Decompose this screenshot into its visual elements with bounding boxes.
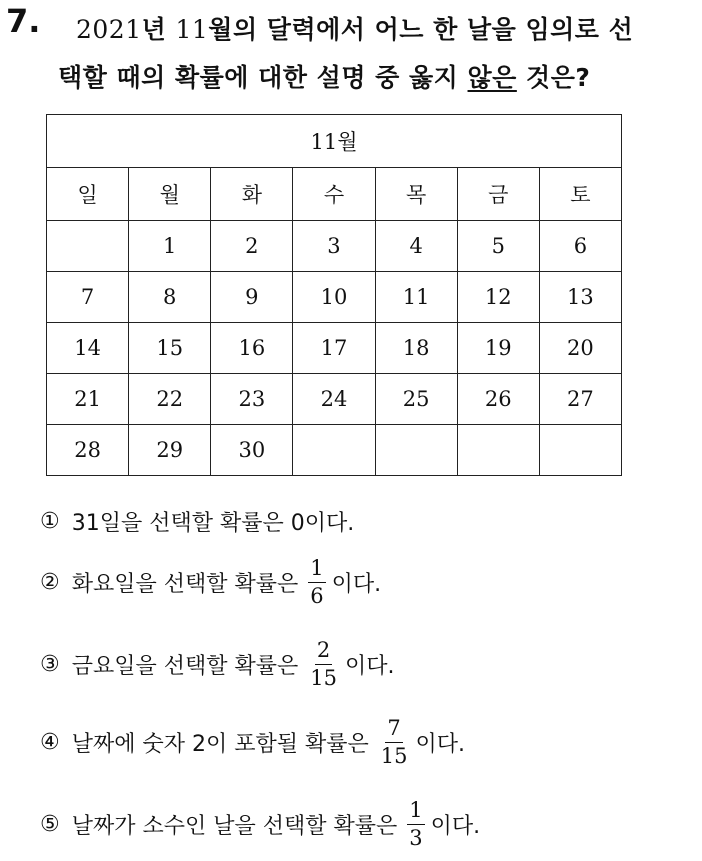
- option-3-fraction: [308, 640, 339, 689]
- question-stem-line-1: [76, 10, 633, 46]
- stem-text-c: 택할 때의 확률에 대한 설명 중 옳지: [58, 63, 468, 92]
- day-cell: [457, 425, 539, 476]
- option-5-fraction: [407, 800, 424, 849]
- stem-underlined-word: 않은: [467, 63, 517, 92]
- day-cell: 30: [211, 425, 293, 476]
- day-cell: 15: [129, 323, 211, 374]
- day-cell: 2: [211, 221, 293, 272]
- day-cell: 8: [129, 272, 211, 323]
- option-2-tail: 이다.: [331, 572, 382, 597]
- day-cell: 23: [211, 374, 293, 425]
- day-cell: 17: [293, 323, 375, 374]
- option-3-text: 금요일을 선택할 확률은: [71, 654, 299, 679]
- option-2-mark: ②: [40, 570, 60, 595]
- day-cell: 13: [539, 272, 621, 323]
- fraction-numerator: 1: [308, 558, 325, 583]
- question-number: 7.: [6, 2, 41, 40]
- option-4-fraction: [379, 718, 410, 767]
- weekday-cell: 수: [293, 168, 375, 221]
- day-cell: 29: [129, 425, 211, 476]
- day-cell: [375, 425, 457, 476]
- day-cell: [539, 425, 621, 476]
- option-4-tail: 이다.: [415, 732, 465, 757]
- option-2[interactable]: [40, 558, 381, 607]
- day-cell: 12: [457, 272, 539, 323]
- option-2-text: 화요일을 선택할 확률은: [71, 572, 299, 597]
- day-cell: 1: [129, 221, 211, 272]
- option-5[interactable]: [40, 800, 480, 849]
- weekday-cell: 일: [47, 168, 129, 221]
- day-cell: 26: [457, 374, 539, 425]
- day-cell: 5: [457, 221, 539, 272]
- day-cell: 4: [375, 221, 457, 272]
- stem-year: 2021: [76, 15, 142, 44]
- option-4-mark: ④: [40, 730, 60, 755]
- week-row: [47, 221, 622, 272]
- day-cell: 21: [47, 374, 129, 425]
- option-5-text: 날짜가 소수인 날을 선택할 확률은: [71, 814, 398, 839]
- fraction-numerator: 1: [407, 800, 424, 825]
- day-cell: [47, 221, 129, 272]
- option-4[interactable]: [40, 718, 465, 767]
- day-cell: 19: [457, 323, 539, 374]
- day-cell: 28: [47, 425, 129, 476]
- fraction-denominator: 3: [409, 826, 423, 850]
- fraction-numerator: 7: [385, 718, 402, 743]
- option-1-text: 31일을 선택할 확률은 0이다.: [71, 511, 355, 536]
- option-5-mark: ⑤: [40, 812, 60, 837]
- question-stem-line-2: [58, 58, 590, 94]
- stem-text-d: 것은?: [516, 63, 591, 92]
- option-2-fraction: [308, 558, 325, 607]
- calendar-title: 11월: [47, 115, 622, 168]
- day-cell: 25: [375, 374, 457, 425]
- day-cell: 20: [539, 323, 621, 374]
- weekday-cell: 금: [457, 168, 539, 221]
- weekday-header-row: [47, 168, 622, 221]
- option-3-tail: 이다.: [344, 654, 395, 679]
- weekday-cell: 토: [539, 168, 621, 221]
- day-cell: 3: [293, 221, 375, 272]
- option-1-mark: ①: [40, 509, 60, 534]
- week-row: [47, 323, 622, 374]
- option-4-text: 날짜에 숫자 2이 포함될 확률은: [71, 732, 369, 757]
- week-row: [47, 272, 622, 323]
- day-cell: 11: [375, 272, 457, 323]
- day-cell: 10: [293, 272, 375, 323]
- fraction-denominator: 6: [310, 584, 324, 608]
- day-cell: 6: [539, 221, 621, 272]
- option-1[interactable]: [40, 506, 354, 537]
- fraction-denominator: 15: [380, 744, 408, 768]
- day-cell: 7: [47, 272, 129, 323]
- weekday-cell: 월: [129, 168, 211, 221]
- day-cell: 16: [211, 323, 293, 374]
- day-cell: 22: [129, 374, 211, 425]
- stem-text-a: 년: [141, 15, 176, 44]
- day-cell: 24: [293, 374, 375, 425]
- stem-text-b: 월의 달력에서 어느 한 날을 임의로 선: [208, 15, 634, 44]
- day-cell: 14: [47, 323, 129, 374]
- option-3-mark: ③: [40, 652, 60, 677]
- week-row: [47, 425, 622, 476]
- weekday-cell: 화: [211, 168, 293, 221]
- day-cell: [293, 425, 375, 476]
- weekday-cell: 목: [375, 168, 457, 221]
- option-3[interactable]: [40, 640, 394, 689]
- day-cell: 18: [375, 323, 457, 374]
- day-cell: 9: [211, 272, 293, 323]
- week-row: [47, 374, 622, 425]
- stem-month: 11: [175, 15, 209, 44]
- november-calendar: [46, 114, 622, 476]
- fraction-denominator: 15: [310, 666, 337, 690]
- option-5-tail: 이다.: [430, 814, 481, 839]
- day-cell: 27: [539, 374, 621, 425]
- fraction-numerator: 2: [315, 640, 332, 665]
